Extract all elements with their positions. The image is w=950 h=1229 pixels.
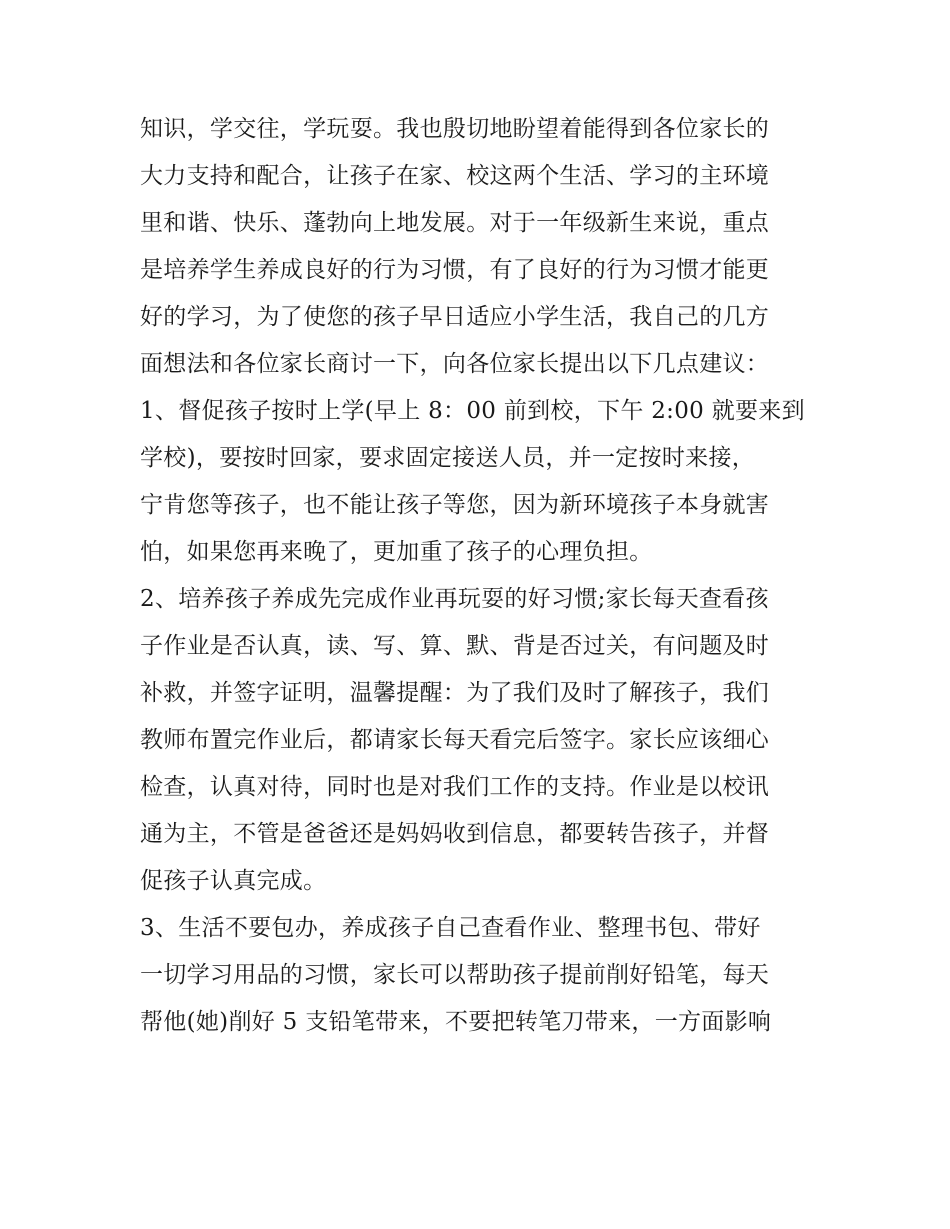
text-line: 一切学习用品的习惯，家长可以帮助孩子提前削好铅笔，每天 [140, 962, 770, 988]
text-line: 好的学习，为了使您的孩子早日适应小学生活，我自己的几方 [140, 304, 770, 330]
list-item-2-line: 2、培养孩子养成先完成作业再玩耍的好习惯;家长每天查看孩 [140, 586, 769, 612]
text-line: 促孩子认真完成。 [140, 868, 327, 894]
text-line: 里和谐、快乐、蓬勃向上地发展。对于一年级新生来说，重点 [140, 210, 770, 236]
text-line: 怕，如果您再来晚了，更加重了孩子的心理负担。 [140, 539, 653, 565]
text-line: 面想法和各位家长商讨一下，向各位家长提出以下几点建议： [140, 351, 770, 377]
text-line: 补救，并签字证明，温馨提醒：为了我们及时了解孩子，我们 [140, 680, 770, 706]
text-line: 大力支持和配合，让孩子在家、校这两个生活、学习的主环境 [140, 163, 770, 189]
text-line: 知识，学交往，学玩耍。我也殷切地盼望着能得到各位家长的 [140, 116, 770, 142]
text-line: 是培养学生养成良好的行为习惯，有了良好的行为习惯才能更 [140, 257, 770, 283]
list-item-1-line: 1、督促孩子按时上学(早上 8：00 前到校，下午 2:00 就要来到 [140, 398, 805, 424]
text-line: 宁肯您等孩子，也不能让孩子等您，因为新环境孩子本身就害 [140, 492, 770, 518]
text-line: 子作业是否认真，读、写、算、默、背是否过关，有问题及时 [140, 633, 770, 659]
text-line: 学校)，要按时回家，要求固定接送人员，并一定按时来接， [140, 445, 756, 471]
text-line: 通为主，不管是爸爸还是妈妈收到信息，都要转告孩子，并督 [140, 821, 770, 847]
list-item-3-line: 3、生活不要包办，养成孩子自己查看作业、整理书包、带好 [140, 915, 761, 941]
text-line: 检查，认真对待，同时也是对我们工作的支持。作业是以校讯 [140, 774, 770, 800]
text-line: 帮他(她)削好 5 支铅笔带来，不要把转笔刀带来，一方面影响 [140, 1009, 772, 1035]
body-text [140, 106, 820, 1046]
text-line: 教师布置完作业后，都请家长每天看完后签字。家长应该细心 [140, 727, 770, 753]
